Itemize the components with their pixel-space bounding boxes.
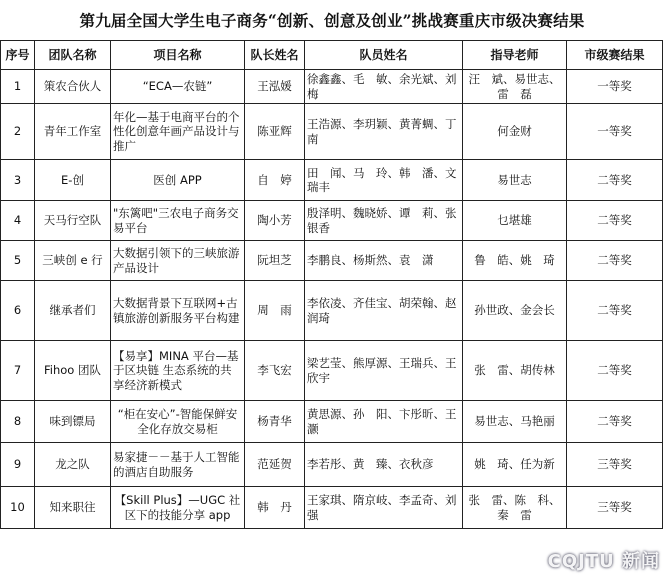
cell-no: 1	[1, 70, 35, 104]
cell-team: 三峡创 e 行	[35, 241, 111, 281]
table-row	[1, 201, 663, 241]
cell-result: 二等奖	[567, 241, 663, 281]
cell-team: 龙之队	[35, 443, 111, 487]
cell-no: 2	[1, 104, 35, 160]
cell-leader: 自 婷	[245, 160, 305, 201]
table-row	[1, 70, 663, 104]
table-row	[1, 241, 663, 281]
table-row	[1, 341, 663, 401]
cell-project: 医创 APP	[111, 160, 245, 201]
cell-project: 易家捷－－基于人工智能的酒店自助服务	[111, 443, 245, 487]
table-row	[1, 160, 663, 201]
cell-project: 大数据引领下的三峡旅游产品设计	[111, 241, 245, 281]
cell-leader: 王泓媛	[245, 70, 305, 104]
cell-result: 一等奖	[567, 104, 663, 160]
cell-team: 青年工作室	[35, 104, 111, 160]
cell-members: 李依凌、齐佳宝、胡荣翰、赵润琦	[305, 281, 463, 341]
cell-result: 三等奖	[567, 487, 663, 529]
cell-team: Fihoo 团队	[35, 341, 111, 401]
cell-no: 9	[1, 443, 35, 487]
cell-leader: 范延贺	[245, 443, 305, 487]
cell-members: 王浩源、李玥颖、黄菁蜩、丁 南	[305, 104, 463, 160]
cell-members: 黄思源、孙 阳、卞彤昕、王 灏	[305, 401, 463, 443]
cell-members: 王家琪、隋京岐、李孟奇、刘 强	[305, 487, 463, 529]
cell-team: 天马行空队	[35, 201, 111, 241]
cell-members: 李鹏良、杨斯然、袁 潇	[305, 241, 463, 281]
cell-result: 二等奖	[567, 160, 663, 201]
table-row	[1, 401, 663, 443]
cell-team: E-创	[35, 160, 111, 201]
cell-leader: 李飞宏	[245, 341, 305, 401]
cell-advisor: 汪 斌、易世志、雷 磊	[463, 70, 567, 104]
results-table	[0, 40, 663, 529]
cell-team: 继承者们	[35, 281, 111, 341]
cell-no: 6	[1, 281, 35, 341]
cell-advisor: 鲁 皓、姚 琦	[463, 241, 567, 281]
cell-leader: 杨青华	[245, 401, 305, 443]
cell-project: "东篱吧"三农电子商务交易平台	[111, 201, 245, 241]
header-advisor: 指导老师	[463, 41, 567, 70]
table-header-row	[1, 41, 663, 70]
cell-no: 4	[1, 201, 35, 241]
watermark: CQJTU 新闻	[547, 551, 660, 572]
table-row	[1, 281, 663, 341]
header-result: 市级赛结果	[567, 41, 663, 70]
cell-project: 年化—基于电商平台的个性化创意年画产品设计与推广	[111, 104, 245, 160]
cell-members: 田 闻、马 玲、韩 潘、文瑞丰	[305, 160, 463, 201]
cell-project: “柜在安心”-智能保鲜安全化存放交易柜	[111, 401, 245, 443]
cell-advisor: 姚 琦、任为新	[463, 443, 567, 487]
cell-team: 策农合伙人	[35, 70, 111, 104]
cell-team: 知来职往	[35, 487, 111, 529]
document-title: 第九届全国大学生电子商务“创新、创意及创业”挑战赛重庆市级决赛结果	[79, 11, 585, 30]
cell-members: 殷泽明、魏晓娇、谭 莉、张银香	[305, 201, 463, 241]
cell-result: 二等奖	[567, 341, 663, 401]
cell-advisor: 孙世政、金会长	[463, 281, 567, 341]
cell-members: 李若彤、黄 臻、衣秋彦	[305, 443, 463, 487]
cell-project: 大数据背景下互联网+古镇旅游创新服务平台构建	[111, 281, 245, 341]
header-leader: 队长姓名	[245, 41, 305, 70]
header-no: 序号	[1, 41, 35, 70]
cell-team: 味到镖局	[35, 401, 111, 443]
cell-project: 【Skill Plus】—UGC 社区下的技能分享 app	[111, 487, 245, 529]
cell-leader: 陈亚辉	[245, 104, 305, 160]
cell-result: 二等奖	[567, 401, 663, 443]
cell-advisor: 张 雷、陈 科、秦 雷	[463, 487, 567, 529]
cell-advisor: 易世志、马艳丽	[463, 401, 567, 443]
cell-no: 10	[1, 487, 35, 529]
header-project: 项目名称	[111, 41, 245, 70]
cell-advisor: 何金财	[463, 104, 567, 160]
cell-no: 7	[1, 341, 35, 401]
cell-no: 3	[1, 160, 35, 201]
table-row	[1, 104, 663, 160]
cell-no: 8	[1, 401, 35, 443]
cell-project: 【易享】MINA 平台—基于区块链 生态系统的共享经济新模式	[111, 341, 245, 401]
cell-result: 二等奖	[567, 281, 663, 341]
table-row	[1, 487, 663, 529]
cell-no: 5	[1, 241, 35, 281]
cell-leader: 阮坦芝	[245, 241, 305, 281]
cell-result: 一等奖	[567, 70, 663, 104]
cell-project: “ECA—农链”	[111, 70, 245, 104]
cell-advisor: 乜堪雄	[463, 201, 567, 241]
cell-members: 徐鑫鑫、毛 敏、余光斌、刘 梅	[305, 70, 463, 104]
cell-advisor: 张 雷、胡传林	[463, 341, 567, 401]
cell-members: 梁艺莹、熊厚源、王瑞兵、王欣宇	[305, 341, 463, 401]
header-members: 队员姓名	[305, 41, 463, 70]
table-row	[1, 443, 663, 487]
cell-result: 二等奖	[567, 201, 663, 241]
cell-advisor: 易世志	[463, 160, 567, 201]
cell-result: 三等奖	[567, 443, 663, 487]
header-team: 团队名称	[35, 41, 111, 70]
cell-leader: 陶小芳	[245, 201, 305, 241]
cell-leader: 韩 丹	[245, 487, 305, 529]
cell-leader: 周 雨	[245, 281, 305, 341]
